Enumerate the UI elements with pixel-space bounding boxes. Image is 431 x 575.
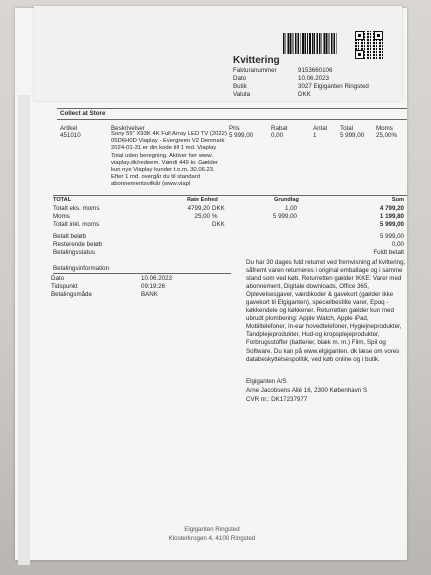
qr-code-image [355, 31, 383, 59]
col-header-rabat: Rabat [271, 125, 288, 132]
totals-header-rate: Rate Enhed [187, 197, 218, 203]
item-rabat: 0,00 [271, 132, 284, 139]
payment-value: 0,00 [391, 241, 404, 248]
col-header-antal: Antal [313, 125, 328, 132]
divider [53, 195, 407, 196]
section-title: Collect at Store [60, 110, 106, 117]
qr-corner-icon [374, 31, 383, 40]
paper-shadow-edge [18, 95, 30, 565]
return-policy-text: Du har 30 dages fuld returret ved fremvisning af kvittering, såfremt varen returneres i original emballage og i samme stand som ved køb. Returretten gælder IKKE: Varer med abonnement, Digitale downloads, Office 365, Oplevelsesgaver, værdikoder & gavekort (gælder ikke gavekort til Elgiganten), specielbestilte varer, Epoq -køkkendele og køkkener. Returretten gælder kun med ubrudt plombering: Apple Watch, Apple iPad, Mobiltelefoner, In-ear hovedtelefoner, Hygiejneprodukter, Tandplejeprodukter, Hud-og kropsplejeprodukter, Forbrugsstoffer (batterier, blæk m. m.) Film, Spil og Software. Du kan på www.elgiganten. dk læse om vores databeskyttelsespolitik, ved køb online og i butik. [246, 259, 406, 363]
company-cvr: CVR nr.: DK17237977 [246, 396, 308, 403]
barcode-image [283, 33, 337, 54]
col-header-beskrivelser: Beskrivelser [111, 125, 145, 132]
meta-value-date: 10.06.2023 [298, 75, 329, 82]
totals-sum: 1 199,80 [379, 213, 404, 220]
betalingsinfo-label: Tidspunkt [51, 283, 78, 290]
payment-label: Resterende beløb [53, 241, 103, 248]
item-artikel: 451010 [60, 132, 81, 139]
totals-label: Moms [53, 213, 70, 220]
totals-grundlag: 5 999,00 [272, 213, 297, 220]
totals-sum: 4 799,20 [379, 205, 404, 212]
qr-corner-icon [355, 31, 364, 40]
betalingsinfo-title: Betalingsinformation [53, 265, 110, 272]
item-moms: 25,00% [376, 132, 397, 139]
payment-label: Betalt beløb [53, 233, 87, 240]
receipt-title: Kvittering [233, 55, 280, 66]
payment-value: Fuldt betalt [373, 249, 404, 256]
divider [57, 119, 407, 120]
totals-label: Totalt inkl. moms [53, 221, 100, 228]
qr-corner-icon [355, 50, 364, 59]
company-address: Arne Jacobsens Allé 16, 2300 København S [246, 387, 368, 394]
meta-label-date: Dato [233, 75, 247, 82]
totals-rate: 4799,20 [187, 205, 210, 212]
col-header-pris: Pris [229, 125, 240, 132]
meta-value-invoice: 9153660106 [298, 67, 333, 74]
betalingsinfo-value: 09:19:26 [141, 283, 166, 290]
betalingsinfo-label: Betalingsmåde [51, 291, 92, 298]
meta-value-store: 3027 Elgiganten Ringsted [298, 83, 369, 90]
totals-unit: DKK [212, 205, 225, 212]
col-header-artikel: Artikel [60, 125, 78, 132]
totals-grundlag: 1,00 [284, 205, 297, 212]
col-header-total: Total [340, 125, 354, 132]
payment-value: 5 999,00 [379, 233, 404, 240]
item-antal: 1 [313, 132, 317, 139]
betalingsinfo-value: 10.06.2023 [141, 275, 172, 282]
footer-store: Elgiganten Ringsted [184, 526, 240, 533]
totals-header-grundlag: Grundlag [274, 197, 299, 203]
totals-unit: DKK [212, 221, 225, 228]
divider [57, 108, 407, 109]
totals-rate: 25,00 [194, 213, 210, 220]
meta-value-currency: DKK [298, 91, 311, 98]
totals-label: Totalt eks. moms [53, 205, 100, 212]
totals-sum: 5 999,00 [379, 221, 404, 228]
totals-header-sum: Sum [391, 197, 404, 203]
col-header-moms: Moms [376, 125, 393, 132]
footer-address: Klosterkrogen 4, 4100 Ringsted [168, 535, 256, 542]
meta-label-invoice: Fakturanummer [233, 67, 277, 74]
meta-label-currency: Valuta [233, 91, 251, 98]
totals-header-total: TOTAL [53, 197, 72, 203]
betalingsinfo-value: BANK [141, 291, 158, 298]
item-total: 5 999,00 [340, 132, 365, 139]
meta-label-store: Butik [233, 83, 247, 90]
totals-unit: % [212, 213, 218, 220]
item-pris: 5 999,00 [229, 132, 254, 139]
betalingsinfo-label: Dato [51, 275, 65, 282]
divider [53, 273, 231, 274]
item-description: Sony 55" X93K 4K Full Array LED TV (2022) 05D6H0D Viaplay - Evergreen V2 Denmark 2024-01-31 er din kode till 1 md. Viaplay Total uden beregning. Aktiver her www. viaplay.dk/redeem. Værdi 449 kr. Gælder kun nye Viaplay kunder t.o.m. 30.06.23. Efter 1 md. overgår du til standard abonnementsvilkår (www.viapl [111, 131, 227, 188]
company-name: Elgiganten A/S [246, 378, 287, 385]
payment-label: Betalingsstatus [53, 249, 95, 256]
